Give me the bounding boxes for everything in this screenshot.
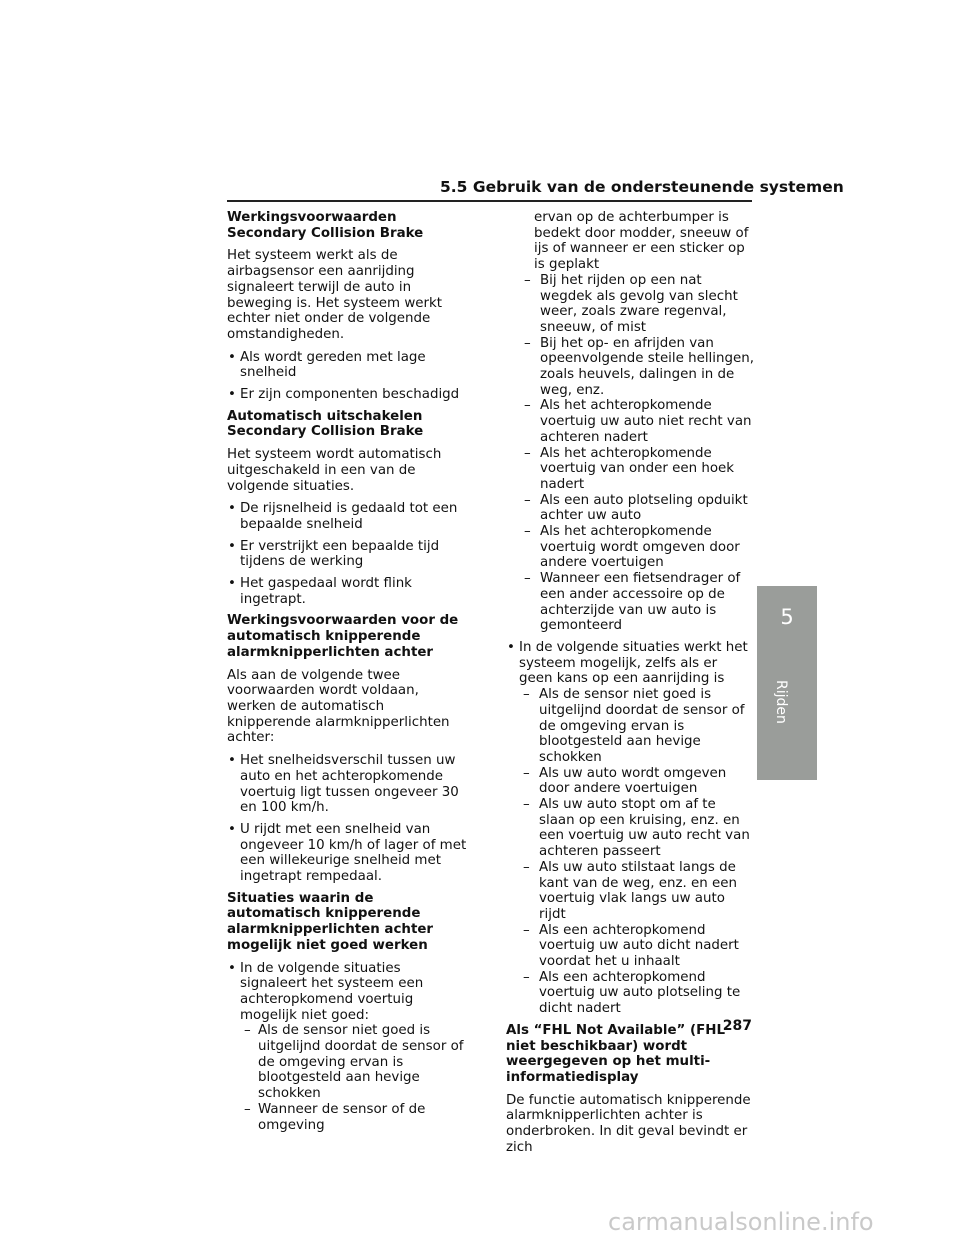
paragraph: De functie automatisch knipperende alarmknipperlichten achter is onderbroken. In dit geval bevindt er zich xyxy=(506,1092,751,1155)
list-item: • In de volgende situaties signaleert het systeem een achteropkomend voertuig mogelijk niet goed: – Als de sensor niet goed is uitgelijnd doordat de sensor of de omgeving ervan is blootgesteld aan hevige schokken – Wanneer de sensor of de omgeving xyxy=(227,961,467,1134)
list-item: – Als de sensor niet goed is uitgelijnd doordat de sensor of de omgeving ervan is blootgesteld aan hevige schokken xyxy=(523,687,754,766)
list-item: • Er verstrijkt een bepaalde tijd tijdens de werking xyxy=(227,539,467,570)
heading-hazard-light-conditions: Werkingsvoorwaarden voor de automatisch knipperende alarmknipperlichten achter xyxy=(227,613,459,660)
paragraph: Het systeem werkt als de airbagsensor een aanrijding signaleert terwijl de auto in beweging is. Het systeem werkt echter niet onder de volgende omstandigheden. xyxy=(227,248,443,342)
heading-hazard-light-limitations: Situaties waarin de automatisch knipperende alarmknipperlichten achter mogelijk niet goed werken xyxy=(227,890,434,953)
list-item: • Het snelheidsverschil tussen uw auto en het achteropkomende voertuig ligt tussen ongeveer 30 en 100 km/h. xyxy=(227,753,467,816)
list-item: – Als de sensor niet goed is uitgelijnd doordat de sensor of de omgeving ervan is blootgesteld aan hevige schokken xyxy=(242,1023,467,1102)
list-item: • U rijdt met een snelheid van ongeveer 10 km/h of lager of met een willekeurige snelheid met ingetrapt rempedaal. xyxy=(227,822,467,885)
heading-fhl-not-available: Als “FHL Not Available” (FHL niet beschikbaar) wordt weergegeven op het multi-informatiedisplay xyxy=(506,1022,725,1085)
list-item: • Het gaspedaal wordt flink ingetrapt. xyxy=(227,576,467,607)
bullet-list xyxy=(227,753,467,885)
bullet-list xyxy=(227,350,467,403)
list-item: – Als uw auto stopt om af te slaan op een kruising, enz. en een voertuig uw auto recht van achteren passeert xyxy=(523,797,754,860)
list-item: – Bij het rijden op een nat wegdek als gevolg van slecht weer, zoals zware regenval, sneeuw, of mist xyxy=(524,273,754,336)
paragraph: Het systeem wordt automatisch uitgeschakeld in een van de volgende situaties. xyxy=(227,447,442,494)
left-column xyxy=(227,210,467,1133)
heading-secondary-collision-brake-conditions: Werkingsvoorwaarden Secondary Collision Brake xyxy=(227,210,424,241)
list-item: – Als het achteropkomende voertuig van onder een hoek nadert xyxy=(524,446,754,493)
bullet-list xyxy=(227,961,467,1134)
paragraph: Als aan de volgende twee voorwaarden wordt voldaan, werken de automatisch knipperende alarmknipperlichten achter: xyxy=(227,667,450,746)
list-item: • De rijsnelheid is gedaald tot een bepaalde snelheid xyxy=(227,501,467,532)
bullet-list xyxy=(227,501,467,607)
watermark: carmanualsonline.info xyxy=(608,1208,874,1236)
list-item: – Als een achteropkomend voertuig uw auto plotseling te dicht nadert xyxy=(523,970,754,1017)
bullet-list xyxy=(506,640,754,1017)
list-item: – Als uw auto wordt omgeven door andere voertuigen xyxy=(523,766,754,797)
list-item: • In de volgende situaties werkt het systeem mogelijk, zelfs als er geen kans op een aanrijding is – Als de sensor niet goed is uitgelijnd doordat de sensor of de omgeving ervan is blootgesteld aan hevige schokken – Als uw auto wordt omgeven door andere voertuigen – Als uw auto stopt om af te slaan op een kruising, enz. en een voertuig uw auto recht van achteren passeert – Als uw auto stilstaat langs de kant van de weg, enz. en een voertuig vlak langs uw auto rijdt – Als een achteropkomend voertuig uw auto dicht nadert voordat het u inhaalt – Als een achteropkomend voertuig uw auto plotseling te dicht nadert xyxy=(506,640,754,1017)
list-item: • Als wordt gereden met lage snelheid xyxy=(227,350,467,381)
page-number: 287 xyxy=(722,1018,752,1034)
list-item: – Als het achteropkomende voertuig uw auto niet recht van achteren nadert xyxy=(524,398,754,445)
list-item: • Er zijn componenten beschadigd xyxy=(227,387,467,403)
list-item: – Als een auto plotseling opduikt achter uw auto xyxy=(524,493,754,524)
dash-list xyxy=(506,273,754,634)
chapter-tab-label: Rijden xyxy=(773,680,789,724)
list-item: – Als uw auto stilstaat langs de kant van de weg, enz. en een voertuig vlak langs uw auto rijdt xyxy=(523,860,754,923)
list-item: – Als het achteropkomende voertuig wordt omgeven door andere voertuigen xyxy=(524,524,754,571)
list-item: – Bij het op- en afrijden van opeenvolgende steile hellingen, zoals heuvels, dalingen in de weg, enz. xyxy=(524,336,754,399)
header-divider xyxy=(227,200,752,202)
list-item: – Wanneer de sensor of de omgeving xyxy=(242,1102,467,1133)
section-header-title: 5.5 Gebruik van de ondersteunende systemen xyxy=(440,178,844,196)
list-item: – Als een achteropkomend voertuig uw auto dicht nadert voordat het u inhaalt xyxy=(523,923,754,970)
list-item: – Wanneer een fietsendrager of een ander accessoire op de achterzijde van uw auto is gemonteerd xyxy=(524,571,754,634)
continued-text: ervan op de achterbumper is bedekt door modder, sneeuw of ijs of wanneer er een sticker op is geplakt xyxy=(534,210,749,273)
chapter-tab-number: 5 xyxy=(757,586,817,648)
heading-auto-disable: Automatisch uitschakelen Secondary Collision Brake xyxy=(227,408,424,440)
dash-list xyxy=(240,1023,467,1133)
dash-list xyxy=(519,687,754,1017)
